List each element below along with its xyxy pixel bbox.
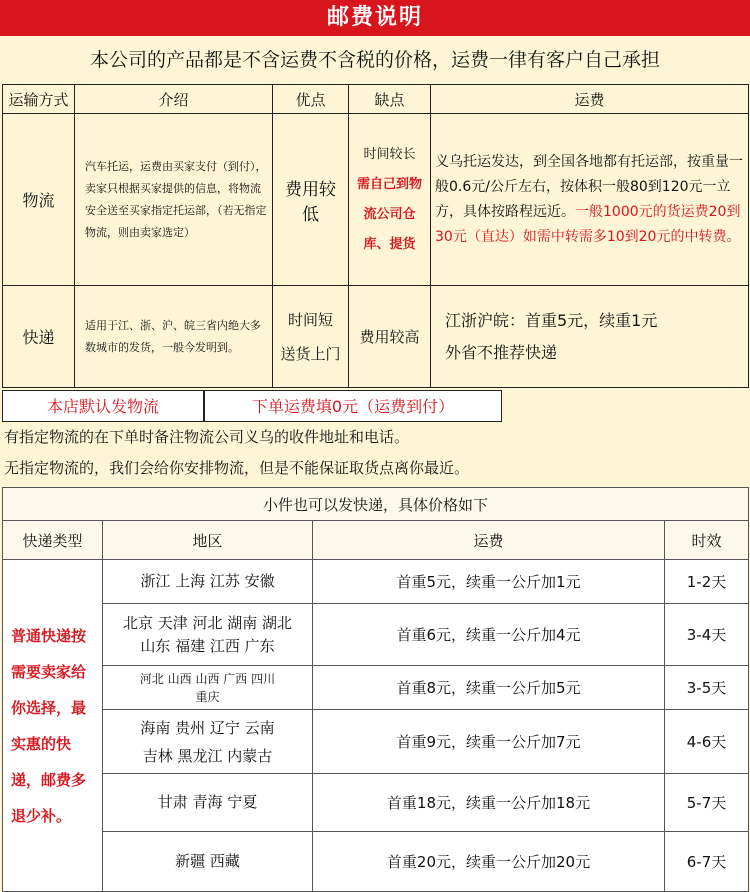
note-no-designated-logistics: 无指定物流的，我们会给你安排物流，但是不能保证取货点离你最近。	[4, 459, 470, 477]
time-cell: 3-4天	[665, 604, 749, 666]
fee-cell: 首重6元，续重一公斤加4元	[313, 604, 665, 666]
time-cell: 5-7天	[665, 774, 749, 832]
express-table-title: 小件也可以发快递，具体价格如下	[3, 488, 749, 521]
header-method: 运输方式	[3, 85, 75, 114]
table-row	[3, 604, 749, 666]
shipping-table-header	[3, 85, 749, 114]
express-price-table	[2, 487, 749, 892]
logistics-con-pickup: 需自己到物流公司仓库、提货	[356, 176, 422, 252]
region-cell: 新疆 西藏	[103, 832, 313, 892]
table-row	[3, 560, 749, 604]
header-pro: 优点	[273, 85, 349, 114]
region-line: 北京 天津 河北 湖南 湖北	[122, 613, 293, 632]
header-delivery-time: 时效	[665, 521, 749, 560]
region-cell: 浙江 上海 江苏 安徽	[103, 560, 313, 604]
region-line: 山东 福建 江西 广东	[140, 636, 275, 655]
express-intro: 适用于江、浙、沪、皖三省内绝大多数城市的发货，一般今发明到。	[75, 286, 273, 388]
express-pro-door: 送货上门	[280, 344, 341, 363]
fee-cell: 首重9元，续重一公斤加7元	[313, 710, 665, 774]
express-table-title-row	[3, 488, 749, 521]
fee-cell: 首重18元，续重一公斤加18元	[313, 774, 665, 832]
header-con: 缺点	[349, 85, 431, 114]
region-cell: 甘肃 青海 宁夏	[103, 774, 313, 832]
table-row	[3, 710, 749, 774]
express-fee-main: 江浙沪皖：首重5元，续重1元	[445, 310, 658, 330]
price-policy-subtitle: 本公司的产品都是不含运费不含税的价格，运费一律有客户自己承担	[89, 49, 660, 71]
header-express-fee: 运费	[313, 521, 665, 560]
shipping-methods-table	[2, 84, 749, 388]
express-method: 快递	[3, 286, 75, 388]
time-cell: 3-5天	[665, 666, 749, 710]
logistics-fee-highlight: 一般1000元的货运费20到30元（直达）如需中转需多10到20元的中转费。	[435, 203, 741, 245]
region-line: 重庆	[195, 689, 220, 704]
header-intro: 介绍	[75, 85, 273, 114]
header-region: 地区	[103, 521, 313, 560]
express-pro-fast: 时间短	[287, 310, 333, 329]
header-fee: 运费	[431, 85, 749, 114]
region-line: 河北 山西 山西 广西 四川	[139, 671, 276, 686]
table-row	[3, 666, 749, 710]
logistics-intro: 汽车托运，运费由买家支付（到付），卖家只根据买家提供的信息，将物流安全送至买家指定托运部，（若无指定物流，则由卖家选定）	[75, 114, 273, 286]
express-fee-note: 外省不推荐快递	[445, 342, 558, 362]
logistics-method: 物流	[3, 114, 75, 286]
time-cell: 1-2天	[665, 560, 749, 604]
note-designated-logistics: 有指定物流的在下单时备注物流公司义乌的收件地址和电话。	[4, 428, 410, 446]
table-row	[3, 832, 749, 892]
logistics-pro: 费用较低	[273, 114, 349, 286]
page-title-banner: 邮费说明	[0, 0, 750, 36]
region-line: 吉林 黑龙江 内蒙古	[142, 746, 273, 765]
fee-cell: 首重5元，续重一公斤加1元	[313, 560, 665, 604]
table-row	[3, 774, 749, 832]
logistics-con-time: 时间较长	[363, 146, 416, 162]
time-cell: 6-7天	[665, 832, 749, 892]
express-table-header	[3, 521, 749, 560]
fee-cell: 首重20元，续重一公斤加20元	[313, 832, 665, 892]
time-cell: 4-6天	[665, 710, 749, 774]
express-con: 费用较高	[349, 286, 431, 388]
header-express-type: 快递类型	[3, 521, 103, 560]
logistics-fee-detail: 义乌托运发达，到全国各地都有托运部，按重量一般0.6元/公斤左右，按体积一般80到120元一立方，具体按路程远近。	[435, 153, 743, 220]
region-line: 海南 贵州 辽宁 云南	[140, 718, 275, 737]
default-fee-notice: 下单运费填0元（运费到付）	[204, 390, 502, 422]
logistics-row	[3, 114, 749, 286]
fee-cell: 首重8元，续重一公斤加5元	[313, 666, 665, 710]
express-row	[3, 286, 749, 388]
default-logistics-notice: 本店默认发物流	[2, 390, 204, 422]
express-type-label: 普通快递按需要卖家给你选择，最实惠的快递，邮费多退少补。	[3, 560, 103, 892]
